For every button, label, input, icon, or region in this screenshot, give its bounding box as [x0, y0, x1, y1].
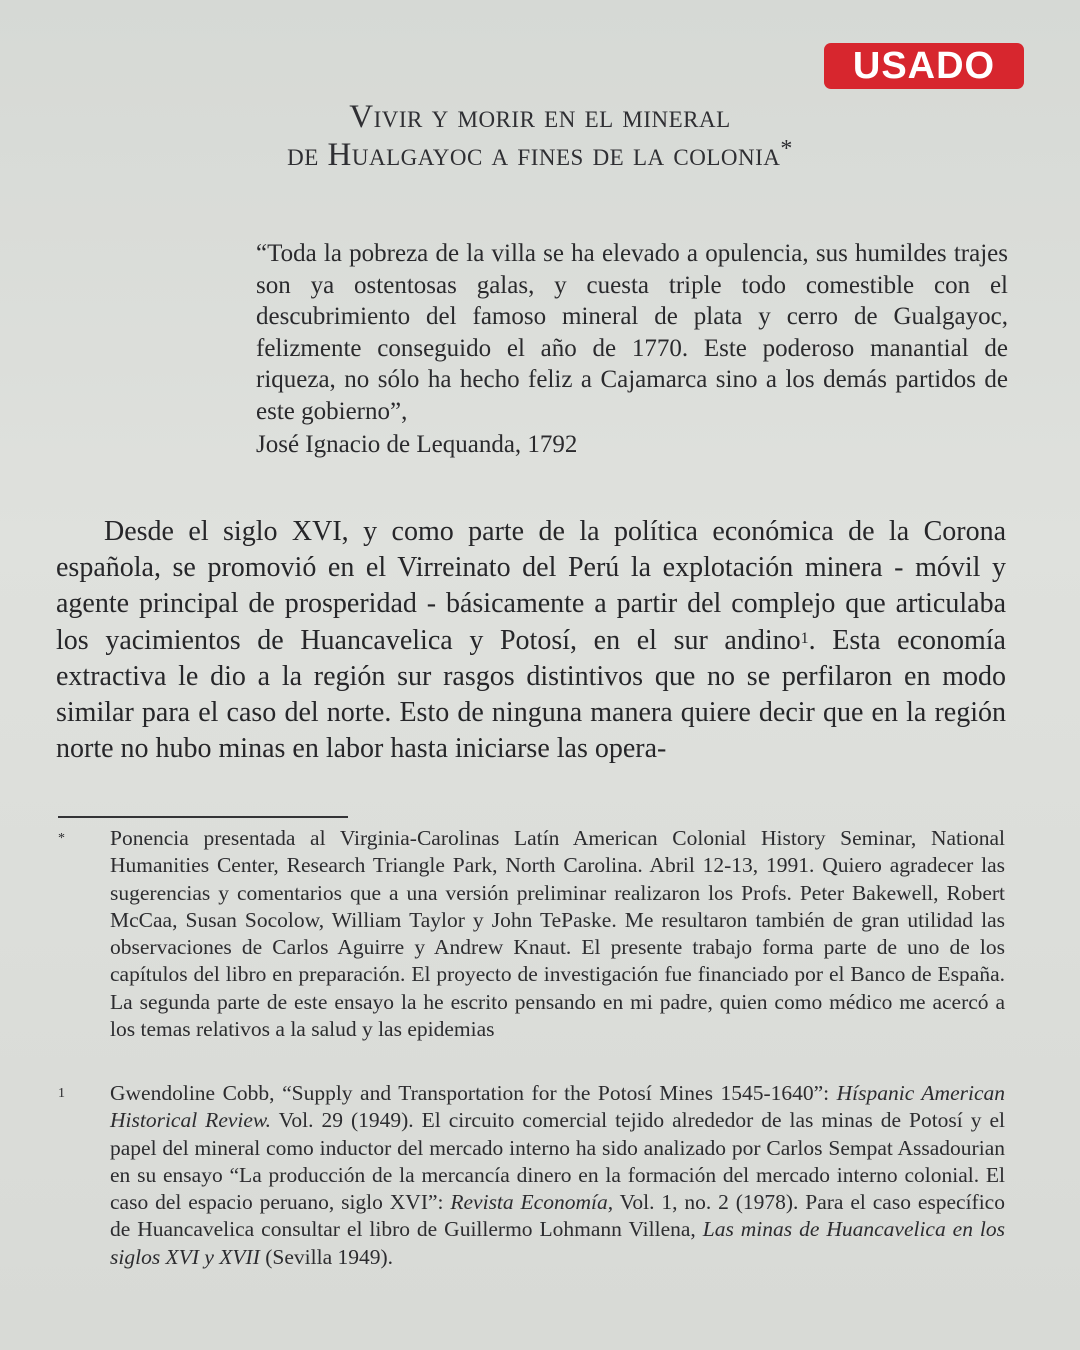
- body-paragraph: [56, 514, 1006, 767]
- footnote-1-text-b: Vol. 29 (1949). El circuito comercial tejido alrededor de las minas de Potosí y el papel del mineral como inductor del mercado interno ha sido analizado por Carlos Sempat Assadourian en su ensayo “La producción de la mercancía dinero en la formación del mercado interno colonial. El caso del espacio peruano, siglo XVI”:: [110, 1108, 1005, 1215]
- footnote-1-text-a: Gwendoline Cobb, “Supply and Transportation for the Potosí Mines 1545-1640”:: [110, 1081, 837, 1105]
- body-text-part-2: . Esta economía extractiva le dio a la región sur rasgos distintivos que no se perfilaron en modo similar para el caso del norte. Esto de ninguna manera quiere decir que en la región norte no hubo minas en labor hasta iniciarse las opera-: [56, 624, 1006, 765]
- footnote-divider: [58, 816, 348, 818]
- footnote-star-text: Ponencia presentada al Virginia-Carolinas Latín American Colonial History Seminar, National Humanities Center, Research Triangle Park, North Carolina. Abril 12-13, 1991. Quiero agradecer las sugerencias y comentarios que a una versión preliminar realizaron los Profs. Peter Bakewell, Robert McCaa, Susan Socolow, William Taylor y John TePaske. Me resultaron también de gran utilidad las observaciones de Carlos Aguirre y Andrew Knaut. El presente trabajo forma parte de uno de los capítulos del libro en preparación. El proyecto de investigación fue financiado por el Banco de España. La segunda parte de este ensayo la he escrito pensando en mi padre, quien como médico me acercó a los temas relativos a la salud y las epidemias: [110, 826, 1005, 1042]
- chapter-title-line-1: Vivir y morir en el mineral: [349, 99, 731, 135]
- chapter-title: [160, 98, 920, 174]
- title-footnote-marker: *: [780, 136, 793, 162]
- chapter-title-line-2: [160, 136, 920, 174]
- epigraph-quote: “Toda la pobreza de la villa se ha elevado a opulencia, sus humildes trajes son ya ostentosas galas, y cuesta triple todo comestible con el descubrimiento del famoso mineral de plata y cerro de Gualgayoc, felizmente conseguido el año de 1770. Este poderoso manantial de riqueza, no sólo ha hecho feliz a Cajamarca sino a los demás partidos de este gobierno”,: [256, 240, 1008, 425]
- used-badge: USADO: [824, 43, 1024, 89]
- body-text-part-1: Desde el siglo XVI, y como parte de la política económica de la Corona española, se promovió en el Virreinato del Perú la explotación minera - móvil y agente principal de prosperidad - básicamente a partir del complejo que articulaba los yacimientos de Huancavelica y Potosí, en el sur andino: [56, 516, 1006, 656]
- footnote-1-text-c: Vol. 1, no. 2 (1978). Para el caso específico de Huancavelica consultar el libro de Guillermo Lohmann Villena,: [110, 1190, 1005, 1242]
- footnote-star: [58, 825, 1005, 1043]
- footnote-1-marker: 1: [58, 1086, 65, 1101]
- footnote-star-marker: *: [58, 831, 65, 846]
- epigraph-attribution: José Ignacio de Lequanda, 1792: [256, 431, 578, 458]
- epigraph: [256, 238, 1008, 461]
- footnote-1-journal: Híspanic American Historical Review.: [110, 1081, 1005, 1133]
- footnote-1-book-title: Las minas de Huancavelica en los siglos XVI y XVII: [110, 1217, 1006, 1269]
- footnote-1-revista: Revista Economía,: [450, 1190, 614, 1215]
- footnote-1-text-d: (Sevilla 1949).: [259, 1244, 394, 1269]
- chapter-title-line-2-text: de Hualgayoc a fines de la colonia: [287, 137, 781, 173]
- footnote-reference-1: 1: [800, 629, 809, 647]
- footnote-1: [58, 1080, 1006, 1271]
